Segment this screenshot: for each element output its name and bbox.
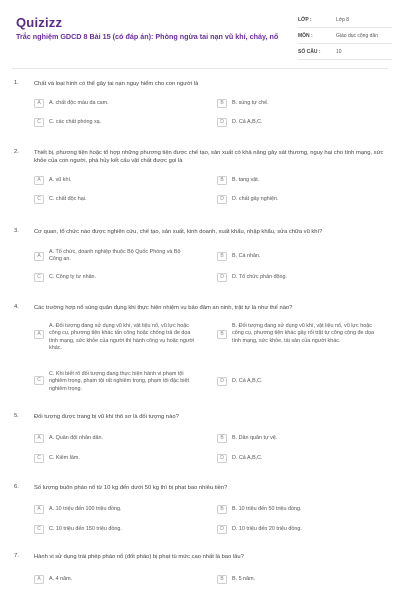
option-text: B. Đối tượng đang sử dụng vũ khí, vật liệu nổ, vũ lực hoặc công cụ, phương tiện khác gây rối trật tự công cộng đe dọa tính mạng, sức khỏe, tài sản của người khác. [232,323,375,344]
question-text: Các trường hợp nổ súng quân dụng khi thực hiện nhiệm vụ bảo đảm an ninh, trật tự là như thế nào? [34,305,293,311]
option-letter: A [34,99,44,108]
option-letter: C [34,273,44,282]
option-text: D. Cả A,B,C. [232,119,263,125]
question-number: 4. [14,304,19,310]
option-letter: D [217,454,227,463]
option-letter: A [34,575,44,584]
option-letter: C [34,118,44,127]
option-letter: B [217,505,227,514]
option-text: A. chất độc màu da cam. [49,100,109,106]
option-letter: D [217,195,227,204]
option-letter: A [34,505,44,514]
question-number: 7. [14,553,19,559]
quizizz-logo: Quizizz [16,15,63,30]
question-text: Cơ quan, tổ chức nào được nghiên cứu, chế tạo, sản xuất, kinh doanh, xuất khẩu, nhập khẩu, sửa chữa vũ khí? [34,229,323,235]
meta-row-subject [298,30,392,44]
meta-value: 10 [336,49,342,55]
option-text: A. Quân đội nhân dân. [49,435,103,441]
document-header [0,0,400,70]
option-text: A. 4 năm. [49,576,73,582]
meta-row-count [298,46,392,60]
meta-value: Lớp 8 [336,17,350,23]
question-number: 6. [14,484,19,490]
meta-label: LỚP : [298,17,312,23]
option-letter: A [34,176,44,185]
question-text: Hành vi sử dụng trái phép pháo nổ (đốt pháo) bị phạt tù mức cao nhất là bao lâu? [34,554,244,560]
option-letter: D [217,273,227,282]
option-text: D. 10 triệu đến 20 triệu đồng. [232,526,302,532]
option-text: C. Khi biết rõ đối tượng đang thực hiện hành vi phạm tội nghiêm trọng, phạm tội rất nghiêm trọng, phạm tội đặc biệt nghiêm trọng. [49,371,189,392]
option-text: A. vũ khí. [49,177,72,183]
option-text: B. súng tự chế. [232,100,269,106]
question-number: 3. [14,228,19,234]
option-letter: C [34,376,44,385]
option-letter: D [217,525,227,534]
meta-value: Giáo dục công dân [336,33,378,39]
option-text: B. Cá nhân. [232,253,261,259]
option-text: A. 10 triệu đến 100 triệu đồng. [49,506,122,512]
option-text: C. Kiểm lâm. [49,455,80,461]
option-text: C. chất độc hại. [49,196,87,202]
meta-label: MÔN : [298,33,313,39]
question-text: Chất và loại hình có thể gây tai nạn nguy hiểm cho con người là [34,81,199,87]
question-2 [0,149,400,211]
option-letter: D [217,118,227,127]
option-letter: C [34,454,44,463]
option-text: B. tang vật. [232,177,260,183]
option-letter: A [34,434,44,443]
question-number: 2. [14,149,19,155]
page-title: Trắc nghiệm GDCD 8 Bài 15 (có đáp án): Phòng ngừa tai nạn vũ khí, cháy, nổ [16,32,279,41]
question-text: Thiết bị, phương tiện hoặc tổ hợp những phương tiện được chế tạo, sản xuất có khả năng gây sát thương, nguy hại cho tính mạng, sức khỏe của con người, phá hủy kết cấu vật chất được gọi là [34,150,384,165]
option-text: D. Cả A,B,C. [232,378,263,384]
option-letter: B [217,575,227,584]
option-text: D. Tổ chức phản động. [232,274,288,280]
option-letter: B [217,252,227,261]
question-number: 5. [14,413,19,419]
option-letter: B [217,99,227,108]
meta-label: SỐ CÂU : [298,49,321,55]
option-text: B. 5 năm. [232,576,256,582]
option-letter: A [34,330,44,339]
meta-info [298,14,392,62]
option-text: C. 10 triệu đến 150 triệu đồng. [49,526,122,532]
option-letter: B [217,176,227,185]
question-text: Đối tượng được trang bị vũ khí thô sơ là đối tượng nào? [34,414,179,420]
question-4 [0,304,400,404]
option-text: B. 10 triệu đến 50 triệu đồng. [232,506,302,512]
question-text: Số lượng buôn pháo nổ từ 10 kg đến dưới 50 kg thì bị phạt bao nhiêu tiền? [34,485,228,491]
meta-row-class [298,14,392,28]
option-letter: D [217,377,227,386]
option-text: C. các chất phóng xạ. [49,119,102,125]
option-text: D. chất gây nghiện. [232,196,279,202]
option-letter: A [34,252,44,261]
option-letter: C [34,525,44,534]
option-text: D. Cả A,B,C. [232,455,263,461]
option-letter: B [217,330,227,339]
question-1 [0,80,400,130]
question-number: 1. [14,80,19,86]
header-divider [12,68,388,69]
question-3 [0,228,400,290]
option-text: B. Dân quân tự vệ. [232,435,278,441]
question-7 [0,553,400,593]
option-text: A. Tổ chức, doanh nghiệp thuộc Bộ Quốc Phòng và Bộ Công an. [49,249,181,263]
option-text: C. Công ty tư nhân. [49,274,97,280]
option-letter: C [34,195,44,204]
option-text: A. Đối tượng đang sử dụng vũ khí, vật liệu nổ, vũ lực hoặc công cụ, phương tiện khác tấn công hoặc chống trả đe dọa tính mạng, sức khỏe của người thi hành công vụ hoặc người khác. [49,323,195,352]
question-5 [0,413,400,469]
question-6 [0,484,400,540]
option-letter: B [217,434,227,443]
